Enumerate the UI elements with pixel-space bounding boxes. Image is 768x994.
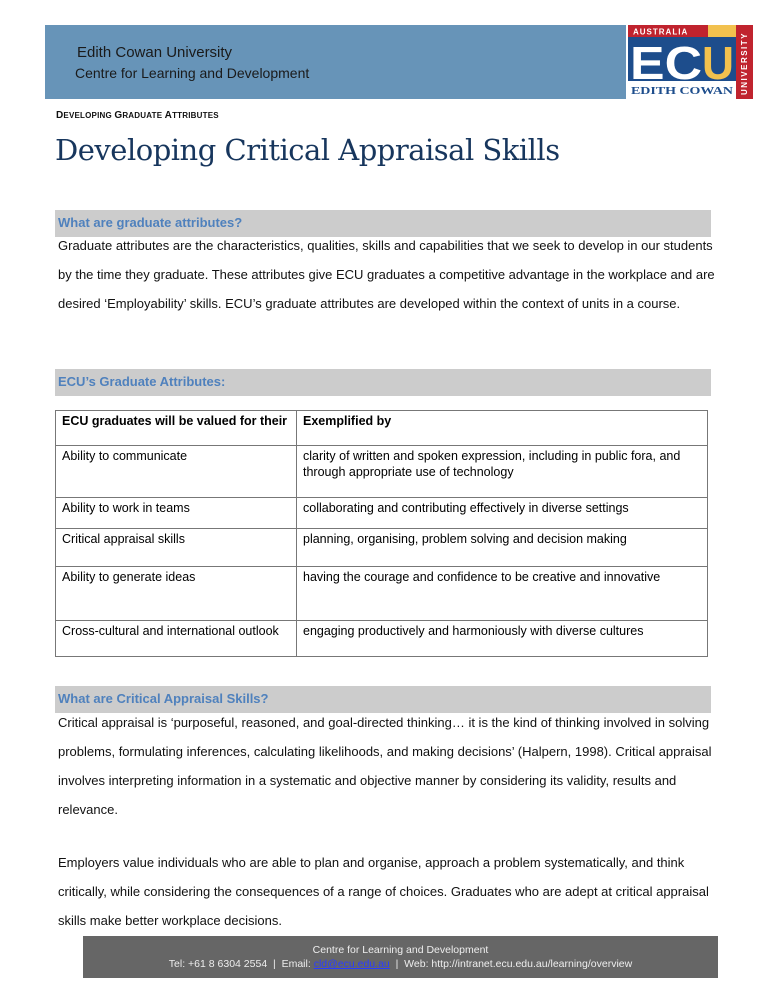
- section-heading-text: ECU’s Graduate Attributes:: [58, 374, 226, 389]
- graduate-attributes-paragraph: Graduate attributes are the characteristics, qualities, skills and capabilities that we seek to develop in our students by the time they graduate. These attributes give ECU graduates a competitive advantage in the workplace and are desired ‘Employability’ skills. ECU’s graduate attributes are developed within the context of units in a course.: [58, 238, 715, 311]
- attributes-table: [55, 410, 708, 657]
- exemplified-cell: engaging productively and harmoniously with diverse cultures: [297, 621, 708, 657]
- header-band: [45, 25, 626, 99]
- footer-web: Web: http://intranet.ecu.edu.au/learning/overview: [404, 958, 633, 970]
- table-row: [56, 621, 708, 657]
- header-text: Exemplified by: [303, 414, 392, 428]
- attribute-cell: Ability to generate ideas: [56, 567, 297, 621]
- document-kicker: [56, 110, 219, 121]
- table-row: [56, 529, 708, 567]
- svg-text:UNIVERSITY: UNIVERSITY: [740, 31, 749, 95]
- university-name: Edith Cowan University: [77, 44, 233, 61]
- svg-text:EC: EC: [630, 37, 702, 89]
- critical-appraisal-paragraph-2: Employers value individuals who are able to plan and organise, approach a problem systematically, and think critically, while considering the consequences of a range of choices. Graduates who are adept at critical appraisal skills make better workplace decisions.: [58, 855, 709, 928]
- email-label: Email:: [281, 958, 311, 970]
- exemplified-cell: collaborating and contributing effectively in diverse settings: [297, 498, 708, 529]
- kicker-part: EVELOPING: [63, 111, 115, 120]
- footer-title: Centre for Learning and Development: [312, 944, 489, 956]
- footer-phone: Tel: +61 8 6304 2554: [168, 958, 268, 970]
- attribute-cell: Cross-cultural and international outlook: [56, 621, 297, 657]
- centre-name: Centre for Learning and Development: [75, 65, 310, 81]
- kicker-initial: A: [164, 110, 173, 121]
- exemplified-cell: planning, organising, problem solving and decision making: [297, 529, 708, 567]
- separator: |: [273, 958, 276, 970]
- ecu-logo: [628, 25, 753, 99]
- table-row: [56, 446, 708, 498]
- kicker-part: RADUATE: [122, 111, 165, 120]
- page-title: Developing Critical Appraisal Skills: [55, 133, 560, 167]
- table-row: [56, 498, 708, 529]
- exemplified-cell: clarity of written and spoken expression, including in public fora, and through appropriate use of technology: [297, 446, 708, 498]
- email-link[interactable]: cld@ecu.edu.au: [313, 958, 390, 970]
- kicker-initial: D: [56, 110, 64, 121]
- footer-contacts: [83, 957, 718, 971]
- svg-text:AUSTRALIA: AUSTRALIA: [633, 27, 689, 37]
- section-heading-text: What are Critical Appraisal Skills?: [58, 691, 269, 706]
- table-header-cell: [56, 411, 297, 446]
- separator: |: [395, 958, 399, 970]
- table-row: [56, 567, 708, 621]
- footer: [83, 936, 718, 978]
- svg-text:EDITH COWAN: EDITH COWAN: [631, 86, 735, 97]
- kicker-part: TTRIBUTES: [172, 111, 219, 120]
- exemplified-cell: having the courage and confidence to be creative and innovative: [297, 567, 708, 621]
- svg-text:U: U: [702, 37, 734, 89]
- attribute-cell: Critical appraisal skills: [56, 529, 297, 567]
- header-text: ECU graduates will be valued for their: [62, 414, 288, 428]
- kicker-initial: G: [114, 110, 123, 121]
- table-header-cell: [297, 411, 708, 446]
- critical-appraisal-paragraph-1: Critical appraisal is ‘purposeful, reasoned, and goal-directed thinking… it is the kind of thinking involved in solving problems, formulating inferences, calculating likelihoods, and making decisions’ (Halpern, 1998). Critical appraisal involves interpreting information in a systematic and objective manner by considering its validity, results and relevance.: [58, 715, 712, 817]
- attribute-cell: Ability to work in teams: [56, 498, 297, 529]
- section-heading-ecu-attributes: [55, 369, 711, 396]
- attribute-cell: Ability to communicate: [56, 446, 297, 498]
- table-header-row: [56, 411, 708, 446]
- section-heading-text: What are graduate attributes?: [58, 215, 243, 230]
